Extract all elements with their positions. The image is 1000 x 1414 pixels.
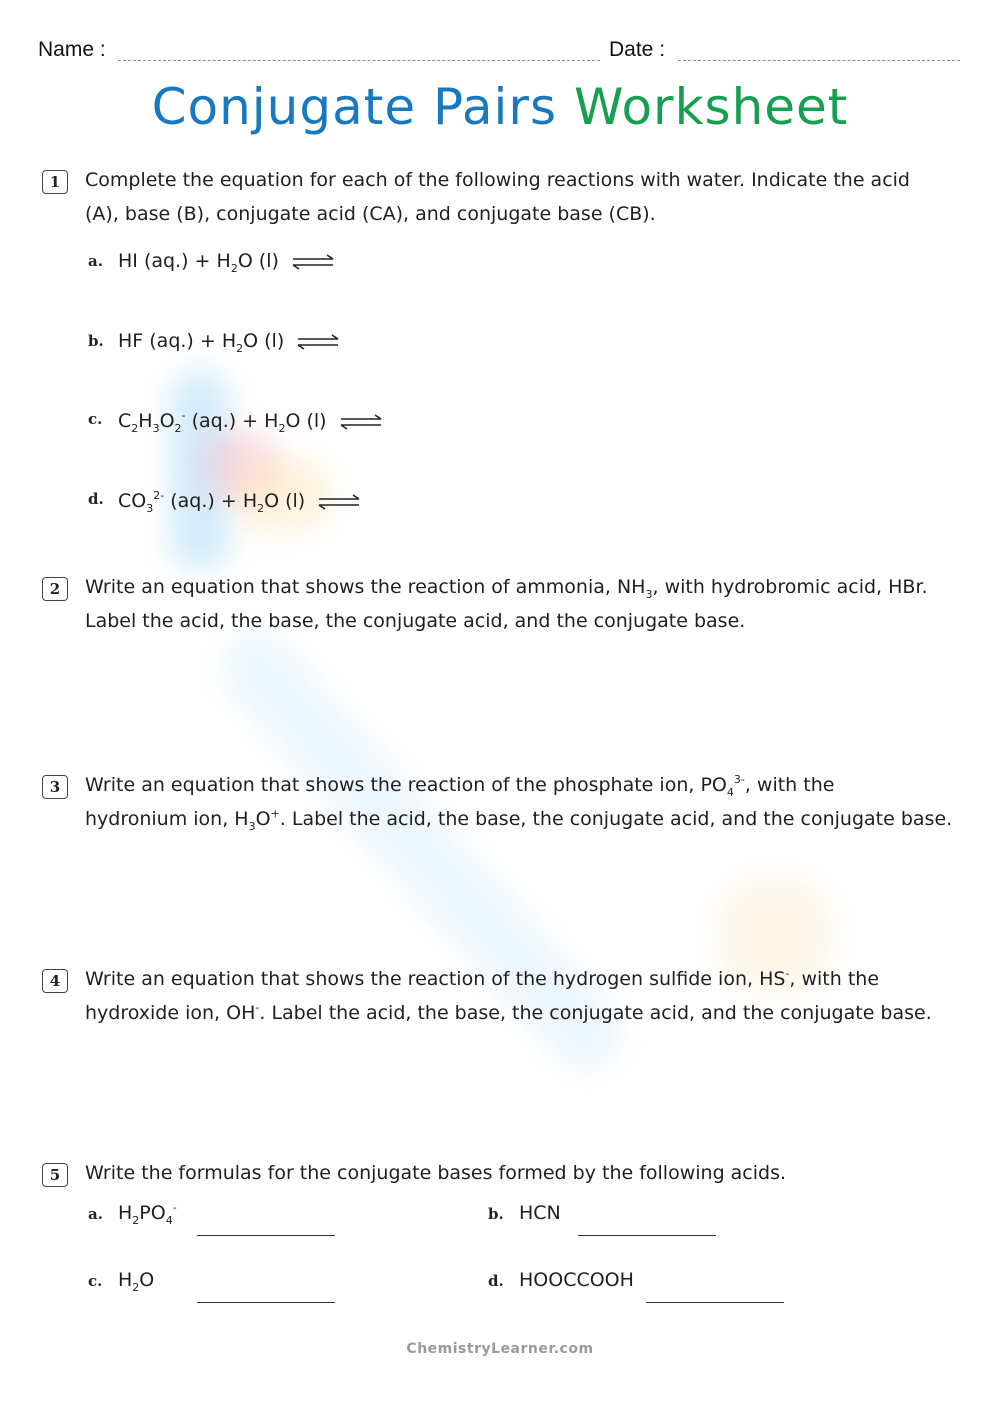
q5-item-d-formula: HOOCCOOH xyxy=(519,1269,634,1291)
q5-item-d-answer-blank[interactable] xyxy=(646,1302,784,1303)
equilibrium-arrow-icon xyxy=(317,494,361,510)
q1-item-a-label: a. xyxy=(88,252,103,270)
question-number-3: 3 xyxy=(42,775,68,799)
question-number-5: 5 xyxy=(42,1163,68,1187)
q1-item-a-equation: HI $(aq.) + H_2O$ (l) xyxy=(118,250,335,272)
q1-item-d-label: d. xyxy=(88,490,104,508)
question-1-text: Complete the equation for each of the following reactions with water. Indicate the acid (A), base (B), conjugate acid (CA), and conjugate base (CB). xyxy=(85,169,910,225)
question-number-4: 4 xyxy=(42,969,68,993)
equilibrium-arrow-icon xyxy=(291,254,335,270)
q5-item-a-label: a. xyxy=(88,1205,103,1223)
q1-item-b-equation: HF $(aq.) + H_2O$ (l) xyxy=(118,330,340,352)
q5-item-c-label: c. xyxy=(88,1272,103,1290)
question-4-text: Write an equation that shows the reaction of the hydrogen sulfide ion, HS-, with the hydroxide ion, OH-. Label the acid, the base, the conjugate acid, and the conjugate base. xyxy=(85,967,932,1024)
title-part-2: Worksheet xyxy=(573,78,849,136)
q1-item-d-equation: $CO_3^{2-}$ $(aq.) + H_2O$ (l) xyxy=(118,490,361,512)
q5-item-c-formula: $H_2O$ xyxy=(118,1269,155,1294)
question-number-2: 2 xyxy=(42,577,68,601)
q1-item-c-equation: $C_2H_3O_2^-$ $(aq.) + H_2O$ (l) xyxy=(118,410,383,432)
equilibrium-arrow-icon xyxy=(296,334,340,350)
date-field[interactable] xyxy=(678,60,960,61)
q5-item-d-label: d. xyxy=(488,1272,504,1290)
question-3-text: Write an equation that shows the reaction of the phosphate ion, $PO_4^{3-}$, with the hydronium ion, $H_3O^+$. Label the acid, the base, the conjugate acid, and the conjugate base. xyxy=(85,773,953,833)
question-number-1: 1 xyxy=(42,170,68,194)
question-2-text: Write an equation that shows the reaction of ammonia, $NH_3$, with hydrobromic acid, HBr. Label the acid, the base, the conjugate acid, and the conjugate base. xyxy=(85,576,928,632)
q5-item-c-answer-blank[interactable] xyxy=(197,1302,335,1303)
question-5-text: Write the formulas for the conjugate bases formed by the following acids. xyxy=(85,1162,787,1184)
page-title xyxy=(0,78,1000,136)
q1-item-c-label: c. xyxy=(88,410,103,428)
title-part-1: Conjugate Pairs xyxy=(151,78,558,136)
date-label: Date : xyxy=(609,38,666,61)
name-label: Name : xyxy=(38,38,106,61)
q5-item-b-label: b. xyxy=(488,1205,504,1223)
q5-item-b-formula: HCN xyxy=(519,1202,561,1224)
name-field[interactable] xyxy=(118,60,600,61)
q5-item-b-answer-blank[interactable] xyxy=(578,1235,716,1236)
q5-item-a-answer-blank[interactable] xyxy=(197,1235,335,1236)
equilibrium-arrow-icon xyxy=(339,414,383,430)
footer-site-name: ChemistryLearner.com xyxy=(406,1341,594,1357)
q5-item-a-formula: $H_2PO_4^-$ xyxy=(118,1201,177,1227)
q1-item-b-label: b. xyxy=(88,332,104,350)
